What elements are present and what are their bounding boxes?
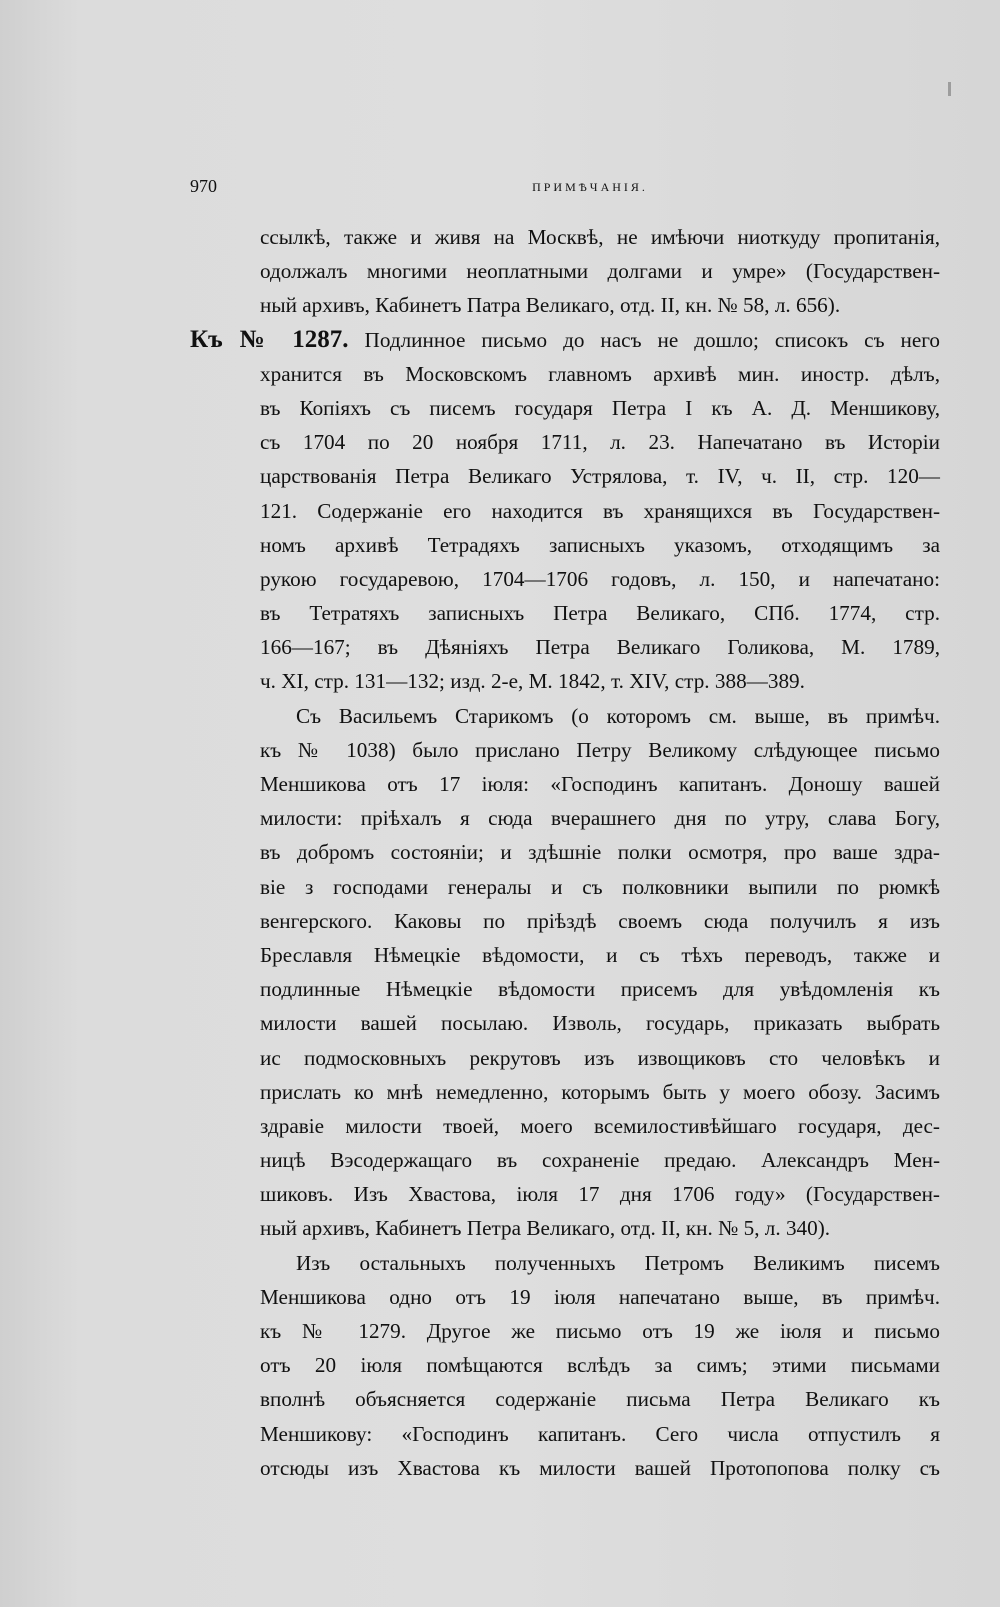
text-line: ницѣ Вэсодержащаго въ сохраненіе предаю. Александръ Мен- <box>260 1148 940 1173</box>
text-line: въ Копіяхъ съ писемъ государя Петра I къ А. Д. Меншикову, <box>260 395 940 420</box>
text-line: ис подмосковныхъ рекрутовъ изъ извощиковъ сто человѣкъ и <box>260 1045 940 1070</box>
text-line: Меншикову: «Господинъ капитанъ. Сего числа отпустилъ я <box>260 1421 940 1446</box>
text-line: милости вашей посылаю. Изволь, государь, приказать выбрать <box>260 1011 940 1036</box>
text-line: ный архивъ, Кабинетъ Петра Великаго, отд. II, кн. № 5, л. 340). <box>260 1216 831 1241</box>
paragraph-4 <box>190 1246 940 1485</box>
text-line: Изъ остальныхъ полученныхъ Петромъ Великимъ писемъ <box>296 1250 940 1275</box>
text-line: подлинные Нѣмецкіе вѣдомости присемъ для увѣдомленія къ <box>260 977 940 1002</box>
text-line: одолжалъ многими неоплатными долгами и умре» (Государствен- <box>260 259 940 284</box>
text-line: номъ архивѣ Тетрадяхъ записныхъ указомъ, отходящимъ за <box>260 532 940 557</box>
text-line: вполнѣ объясняется содержаніе письма Петра Великаго къ <box>260 1387 940 1412</box>
paragraph-2 <box>190 323 940 699</box>
text-line: отсюды изъ Хвастова къ милости вашей Протопопова полку съ <box>260 1455 940 1480</box>
text-line: Меншикова одно отъ 19 іюля напечатано выше, въ примѣч. <box>260 1284 940 1309</box>
text-line: рукою государевою, 1704—1706 годовъ, л. 150, и напечатано: <box>260 566 940 591</box>
text-line: 166—167; въ Дѣяніяхъ Петра Великаго Голикова, М. 1789, <box>260 635 940 660</box>
text-line: въ Тетратяхъ записныхъ Петра Великаго, СПб. 1774, стр. <box>260 601 940 626</box>
text-line: въ добромъ состояніи; и здѣшніе полки осмотря, про ваше здра- <box>260 840 940 865</box>
text-line: венгерского. Каковы по пріѣздѣ своемъ сюда получилъ я изъ <box>260 908 940 933</box>
note-reference: Къ № 1287. <box>190 325 349 353</box>
text-line: здравіе милости твоей, моего всемилостивѣйшаго государя, дес- <box>260 1113 940 1138</box>
running-title: ПРИМѢЧАНІЯ. <box>532 180 648 194</box>
text-line: ч. XI, стр. 131—132; изд. 2-е, М. 1842, т. XIV, стр. 388—389. <box>260 669 805 694</box>
text-line: хранится въ Московскомъ главномъ архивѣ мин. иностр. дѣлъ, <box>260 361 940 386</box>
page-header <box>190 176 930 200</box>
page-number: 970 <box>190 176 217 196</box>
text-line: съ 1704 по 20 ноября 1711, л. 23. Напечатано въ Исторіи <box>260 430 940 455</box>
text-line: віе з господами генералы и съ полковники выпили по рюмкѣ <box>260 874 940 899</box>
text-line: 121. Содержаніе его находится въ хранящихся въ Государствен- <box>260 498 940 523</box>
page-edge-mark <box>948 82 951 96</box>
text-line-rest: Подлинное письмо до насъ не дошло; списокъ съ него <box>364 327 941 352</box>
text-line: Съ Васильемъ Старикомъ (о которомъ см. выше, въ примѣч. <box>296 703 940 728</box>
text-line: къ № 1279. Другое же письмо отъ 19 же іюля и письмо <box>260 1319 940 1343</box>
paragraph-1 <box>190 220 940 323</box>
text-line: Бреславля Нѣмецкіе вѣдомости, и съ тѣхъ переводъ, также и <box>260 942 940 967</box>
paragraph-3 <box>190 699 940 1246</box>
text-line: къ № 1038) было прислано Петру Великому слѣдующее письмо <box>260 737 940 762</box>
text-line: Меншикова отъ 17 іюля: «Господинъ капитанъ. Доношу вашей <box>260 772 940 796</box>
text-line <box>190 323 940 357</box>
text-line: царствованія Петра Великаго Устрялова, т. IV, ч. II, стр. 120— <box>260 464 940 489</box>
text-line: ный архивъ, Кабинетъ Патра Великаго, отд. II, кн. № 58, л. 656). <box>260 293 841 318</box>
text-line: шиковъ. Изъ Хвастова, іюля 17 дня 1706 году» (Государствен- <box>260 1182 940 1207</box>
text-line: отъ 20 іюля помѣщаются вслѣдъ за симъ; этими письмами <box>260 1353 940 1378</box>
text-line: милости: пріѣхалъ я сюда вчерашнего дня по утру, слава Богу, <box>260 806 940 831</box>
page-body <box>190 220 940 1485</box>
text-line: прислать ко мнѣ немедленно, которымъ быть у моего обозу. Засимъ <box>260 1079 940 1104</box>
text-line: ссылкѣ, также и живя на Москвѣ, не имѣючи ниоткуду пропитанія, <box>260 225 940 249</box>
